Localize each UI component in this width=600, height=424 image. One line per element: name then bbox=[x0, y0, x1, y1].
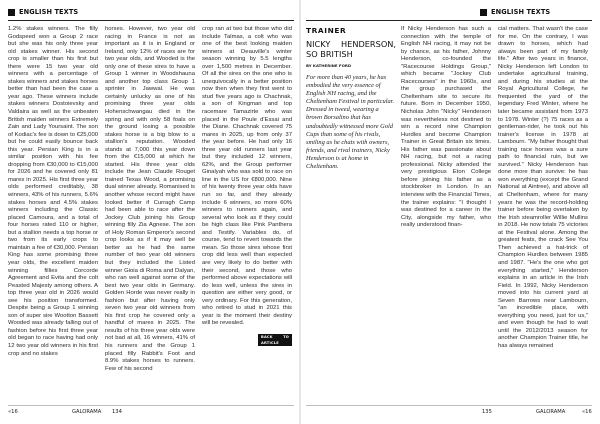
right-column-1 bbox=[306, 26, 396, 402]
left-page-number: 134 bbox=[112, 409, 122, 415]
right-column-3-text: cial matters. That wasn't the case for me. On the contrary, I was drawn to horses, which had always been part of my family life." After two years in finance, Nicky Henderson left London to undertake agricultural training, and during his studies at the Royal Agricultural College, he frequented the yard of the legendary Fred Winter, where he later became assistant from 1973 to 1978. Winter (?) 75 races as a gentleman-rider, he took out his trainer's license in 1978 at Lambourn. "My father thought that training race horses was a sure path to financial ruin, but we survived." Nicky Henderson has done more than survive: he has won everything (except the Grand National at Aintree), and above all at Cheltenham, where for many years he was the record-holding trainer before being overtaken by the Irish steamroller Willie Mullins in 2018. He now totals 75 victories at the Festival alone. Among the greatest feats, the crack See You Then achieved a hat-trick of Champion Hurdles between 1985 and 1987. "He's the one who got everything started," Henderson explains in an article in the Irish Field. In 1992, Nicky Henderson moved into his current yard at Seven Barrows near Lambourn, "an incredible place, with everything you need, just for us," and even though he had to wait until the 2012/2013 season for another Champion Trainer title, he has always remained bbox=[498, 26, 588, 349]
left-column-2-text: horses. However, two year old racing in France is not as important as it is in England or Ireland, only 12% of races are for two year olds, and Wooded is the only one of these sires to have a Group 1 winner in Woodshauna and another top class Group 1 sprinter in Jawwal. He was certainly unlucky as one of his promising three year olds Hohenschwangau died in the spring and with only 58 foals on the ground losing a possible stakes horse is a big blow to a stallion's reputation. Wooded stands at 7,000 this year down from the €15,000 at which he started. His three year olds include the Jean Claude Rouget trained Texas Wood, a promising dual winner already. Romanised is another whose record might have looked better if Curragh Camp had been able to race after the Jockey Club joining his Group winning filly Zia Agnese. The son of Holy Roman Emperor's second crop looks as if it may well be better as he had the same number of two year old winners but they included the Listed winner Gioia di Roma and Dalyan, who ran well against some of the best two year olds in Germany. Golden Horde was never really in fashion but after having only seven two year old winners from his first crop he covered only a handful of mares in 2025. The results of his three year olds were not bad at all, 16 winners, 41% of his runners and the Group 1 placed filly Rabbit's Foot and 8.9% stakes horses to runners. Few of his second bbox=[105, 26, 195, 372]
left-header-label: ENGLISH TEXTS bbox=[19, 8, 79, 16]
left-header-rule bbox=[8, 20, 294, 21]
right-page-number: 135 bbox=[482, 409, 492, 415]
left-column-1-text: 1.2% stakes winners. The filly Godspeed won a Group 2 race but she was his only three year old stakes winner. His second crop is smaller than his first but there were 15 two year old winners with a percentage of stakes winners and stakes horses better than had been the case a year ago. These winners include stakes winners Dostoievsky and Valdaira as well as the unbeaten British maiden winners Extremely Zain and Lady Yoursaint. The son of Kodiac's fee is down to €25,000 but he could easily bounce back this year. Persian King is in a similar position with his fee dropping from €30,000 to €15,000 for 2026 and he covered only 81 mares in 2025. His first three year olds performed creditably, 38 winners, 43% of his runners, 5.6% stakes horses and 4.5% stakes winners including the Classic placed Camoura, and a total of four horses rated 110 or higher, but a stallion needs a top horse or two from its early crops to maintain a fee of €30,000. Persian King has some promising three year olds, the excellent maiden winning fillies Corcorde Agreement and Evita and the colt Peasted Majesty among others. A top three year old in 2026 would see his position transformed. Despite being a Group 1 winning son of super sire Wootton Bassett Wooded was already falling out of fashion before his first three year old began to race having had only 12 two year old winners in his first crop and no stakes bbox=[8, 26, 98, 357]
back-to-article-button[interactable]: BACK TO ARTICLE bbox=[258, 334, 292, 346]
article-byline: BY KATHERINE FORD bbox=[306, 63, 352, 68]
header-square-icon bbox=[480, 9, 487, 16]
right-header-rule bbox=[306, 20, 592, 21]
right-column-2 bbox=[401, 26, 491, 402]
left-column-2 bbox=[105, 26, 195, 402]
left-column-3 bbox=[202, 26, 292, 402]
right-footer-brand: GALORAMA bbox=[536, 409, 566, 415]
article-intro: For more than 40 years, he has embodied the very essence of English NH racing, and the Cheltenham Festival in particular. Dressed in tweed, wearing a brown Borsalino that has undoubtedly witnessed more Gold Cups than some of his rivals, smiling as he chats with owners, friends, and rival trainers, Nicky Henderson is at home in Cheltenham. bbox=[306, 74, 395, 171]
right-column-2-text: If Nicky Henderson has such a connection with the temple of English NH racing, it may not be by chance, as his father, Johnny Henderson, co-founded the "Racecourse Holdings Group," which became "Jockey Club Racecourses" in the 1960s, and the group purchased the Cheltenham site to secure its future. Born in December 1950, Nicholas John "Nicky" Henderson was nevertheless not destined to win a record nine Champion Hurdles and become Champion Trainer in Great Britain six times. His father was passionate about NH racing, but not a racing professional. Nicky attended the very prestigious Eton College before joining his father as a stockbroker in London. In an interview with the Financial Times, the trainer explains: "I thought I was destined for a career in the City, alongside my father, who really understood finan- bbox=[401, 26, 491, 229]
left-page-header bbox=[8, 6, 78, 18]
right-footer-rule bbox=[306, 405, 592, 406]
left-column-3-text: crop ran at two but those who did include Talmas, a colt who was one of the best looking maiden winners at Deauville's winter season winning by 5.5 lengths over 1,500 metres in December. Of all the sires on the one who is unequivocally in a better position now then when they first went to stud five years ago is Chachnak, a son of Kingman and top racemare Tamazirte who was placed in the Poule d'Essai and the Diane. Chachnak covered 75 mares in 2025, up from only 37 the year before. He had only 16 three year old runners last year but they included 12 winners, 62%, and the Group performer Ginalyah who was sold to race on line in the US for €800,000. Nine of his twenty three year olds have run so far, and they already include 6 winners, so more 60% winners to runners again, and several who look as if they could be high class like Pink Panthera and Testify. Variables do, of course, tend to revert towards the mean. So those sires whose first crop did less well than expected are very likely to do better with their second, and those who performed above expectations will do less well, unless the sires in question are either very good, or very ordinary. For this generation, who retired to stud in 2021 this year is the moment their destiny will be revealed. bbox=[202, 26, 292, 327]
left-footer-num: «16 bbox=[8, 409, 18, 415]
header-square-icon bbox=[8, 9, 15, 16]
right-page-header bbox=[480, 6, 550, 18]
right-footer-num: «16 bbox=[582, 409, 592, 415]
right-header-label: ENGLISH TEXTS bbox=[491, 8, 551, 16]
right-column-3 bbox=[498, 26, 588, 402]
left-footer-rule bbox=[8, 405, 294, 406]
left-footer-brand: GALORAMA bbox=[72, 409, 102, 415]
section-label: TRAINER bbox=[306, 26, 347, 35]
article-headline: NICKY HENDERSON, SO BRITISH bbox=[306, 39, 396, 59]
right-page bbox=[300, 0, 600, 424]
left-column-1 bbox=[8, 26, 98, 402]
